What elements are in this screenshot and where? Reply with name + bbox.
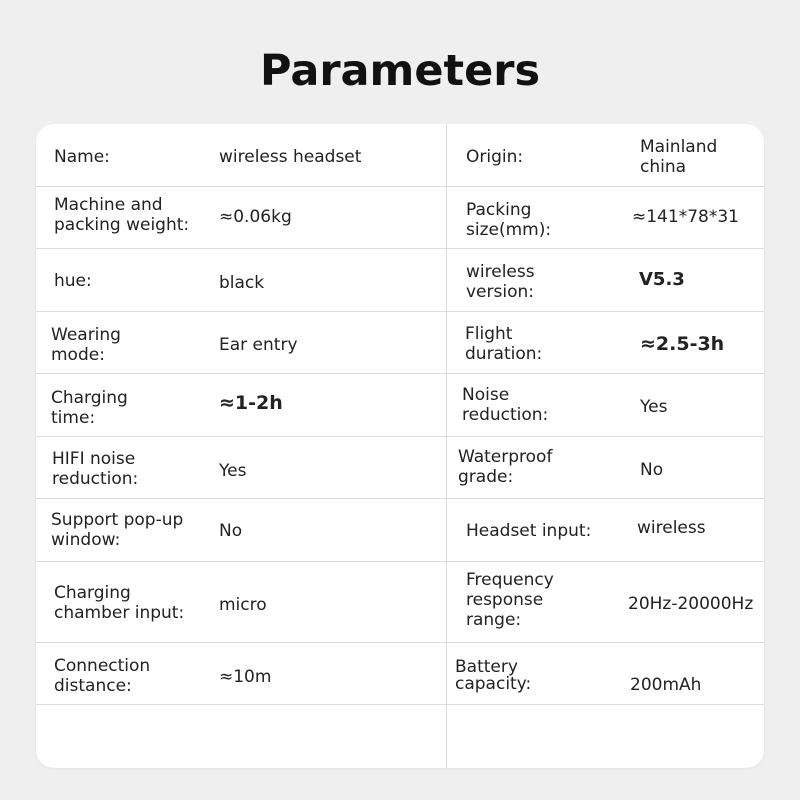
param-label-wearing-mode: Wearing mode:	[51, 325, 121, 365]
param-label-battery-capacity: Battery capacity:	[455, 657, 532, 694]
param-label-hifi-noise: HIFI noise reduction:	[52, 449, 139, 489]
param-value-hifi-noise: Yes	[219, 461, 247, 481]
param-label-flight-duration: Flight duration:	[465, 324, 543, 364]
param-value-wireless-version: V5.3	[639, 269, 685, 290]
param-label-wireless-version: wireless version:	[466, 262, 535, 302]
param-label-origin: Origin:	[466, 147, 524, 167]
param-label-waterproof: Waterproof grade:	[458, 447, 553, 487]
row-divider	[36, 311, 764, 312]
row-divider	[36, 642, 764, 643]
param-value-packing-size: ≈141*78*31	[632, 207, 739, 227]
param-label-popup-window: Support pop-up window:	[51, 510, 184, 550]
row-divider	[36, 248, 764, 249]
param-value-name: wireless headset	[219, 147, 362, 167]
param-label-charging-time: Charging time:	[51, 388, 128, 428]
column-divider	[446, 124, 447, 768]
param-label-packing-size: Packing size(mm):	[466, 200, 552, 240]
parameters-table	[36, 124, 764, 768]
param-label-headset-input: Headset input:	[466, 521, 592, 541]
row-divider	[36, 373, 764, 374]
row-divider	[36, 498, 764, 499]
param-label-weight: Machine and packing weight:	[54, 195, 190, 235]
param-value-connection-distance: ≈10m	[219, 667, 272, 687]
param-value-hue: black	[219, 273, 265, 293]
param-label-name: Name:	[54, 147, 110, 167]
param-label-frequency-response: Frequency response range:	[466, 570, 554, 630]
param-value-wearing-mode: Ear entry	[219, 335, 298, 355]
param-label-connection-distance: Connection distance:	[54, 656, 151, 696]
row-divider	[36, 186, 764, 187]
param-value-charging-time: ≈1-2h	[219, 392, 283, 414]
row-divider	[36, 561, 764, 562]
param-value-popup-window: No	[219, 521, 243, 541]
param-value-frequency-response: 20Hz-20000Hz	[628, 594, 754, 614]
param-label-hue: hue:	[54, 271, 92, 291]
param-value-battery-capacity: 200mAh	[630, 675, 702, 695]
row-divider	[36, 704, 764, 705]
param-value-weight: ≈0.06kg	[219, 207, 292, 227]
param-value-noise-reduction: Yes	[640, 397, 668, 417]
param-value-waterproof: No	[640, 460, 664, 480]
param-value-charging-chamber: micro	[219, 595, 267, 615]
row-divider	[36, 436, 764, 437]
param-value-headset-input: wireless	[637, 518, 706, 538]
page-title: Parameters	[259, 46, 541, 96]
param-value-origin: Mainland china	[640, 137, 718, 177]
param-label-charging-chamber: Charging chamber input:	[54, 583, 185, 623]
param-value-flight-duration: ≈2.5-3h	[640, 333, 725, 355]
param-label-noise-reduction: Noise reduction:	[462, 385, 549, 425]
